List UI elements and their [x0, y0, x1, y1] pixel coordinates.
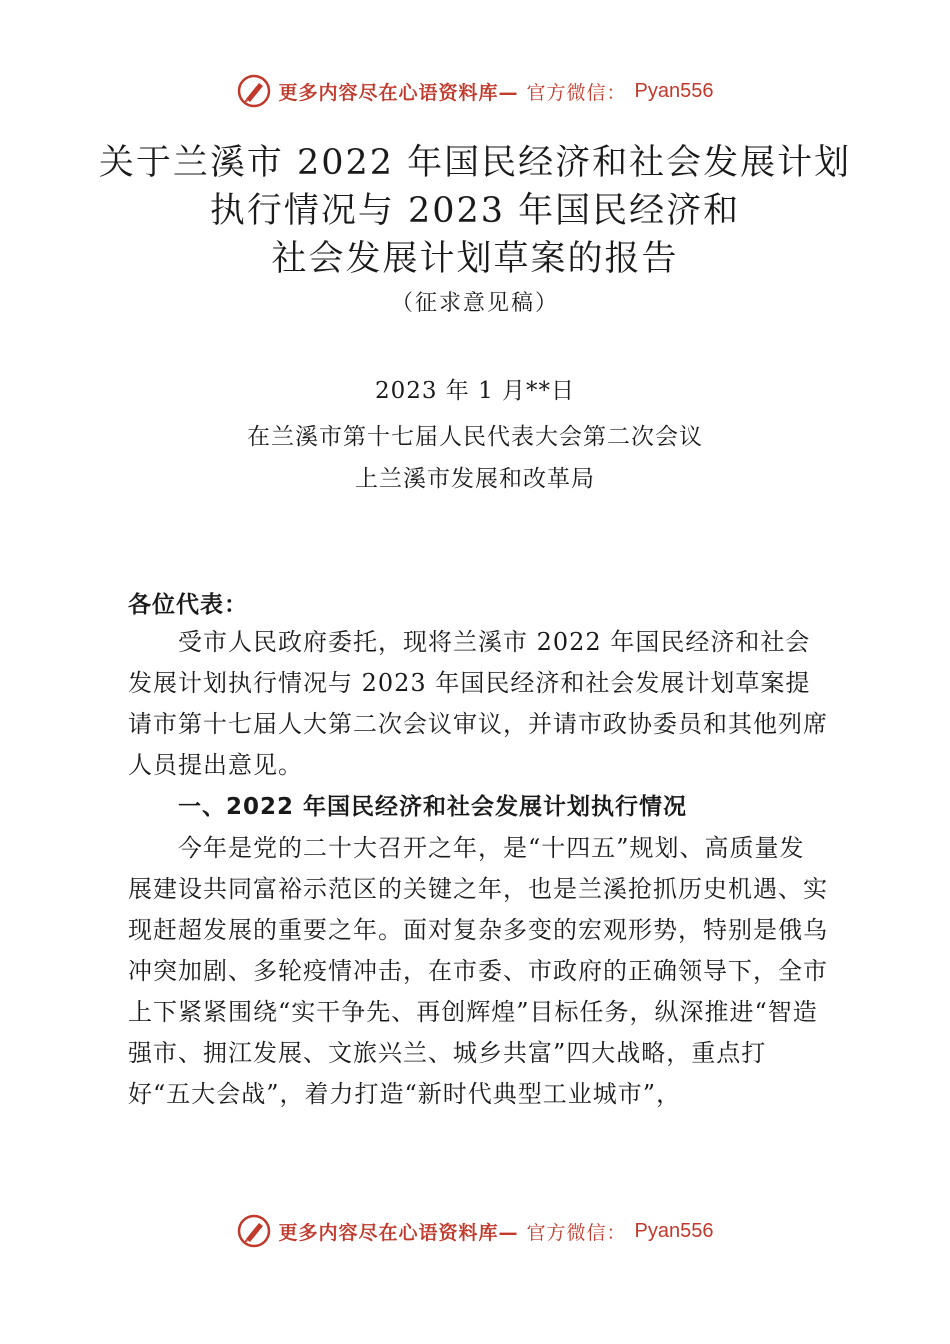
document-title-line-1: 关于兰溪市 2022 年国民经济和社会发展计划 — [98, 143, 852, 183]
document-subtitle: （征求意见稿） — [390, 291, 559, 316]
watermark-wechat-label: 官方微信： — [526, 1221, 627, 1244]
paragraph-intro — [128, 622, 828, 786]
watermark-wechat-id: Pyan556 — [634, 1219, 714, 1242]
document-title-line-2: 执行情况与 2023 年国民经济和 — [209, 191, 741, 231]
paragraph-overview-text: 今年是党的二十大召开之年，是“十四五”规划、高质量发展建设共同富裕示范区的关键之年，也是兰溪抢抓历史机遇、实现赶超发展的重要之年。面对复杂多变的宏观形势，特别是俄乌冲突加剧、多轮疫情冲击，在市委、市政府的正确领导下，全市上下紧紧围绕“实干争先、再创辉煌”目标任务，纵深推进“智造强市、拥江发展、文旅兴兰、城乡共富”四大战略，重点打好“五大会战”，着力打造“新时代典型工业城市”， — [128, 834, 828, 1108]
document-title-line-3: 社会发展计划草案的报告 — [271, 239, 679, 279]
watermark-text: 更多内容尽在心语资料库— — [278, 81, 519, 104]
document-date: 2023 年 1 月**日 — [374, 378, 576, 404]
paragraph-intro-text: 受市人民政府委托，现将兰溪市 2022 年国民经济和社会发展计划执行情况与 2023 年国民经济和社会发展计划草案提请市第十七届人大第二次会议审议，并请市政协委员和其他列席人员提出意见。 — [128, 628, 828, 779]
watermark-text: 更多内容尽在心语资料库— — [278, 1221, 519, 1244]
watermark-wechat-label: 官方微信： — [526, 81, 627, 104]
watermark-wechat-id: Pyan556 — [634, 79, 714, 102]
footer-watermark — [0, 1214, 950, 1248]
paragraph-overview — [128, 828, 828, 1115]
venue-line-1: 在兰溪市第十七届人民代表大会第二次会议 — [247, 424, 703, 450]
salutation: 各位代表： — [128, 592, 248, 618]
pen-logo-icon — [237, 74, 271, 108]
header-watermark — [0, 74, 950, 108]
pen-logo-icon — [237, 1214, 271, 1248]
section-heading-1: 一、2022 年国民经济和社会发展计划执行情况 — [178, 794, 688, 820]
venue-line-2: 上兰溪市发展和改革局 — [355, 466, 595, 492]
